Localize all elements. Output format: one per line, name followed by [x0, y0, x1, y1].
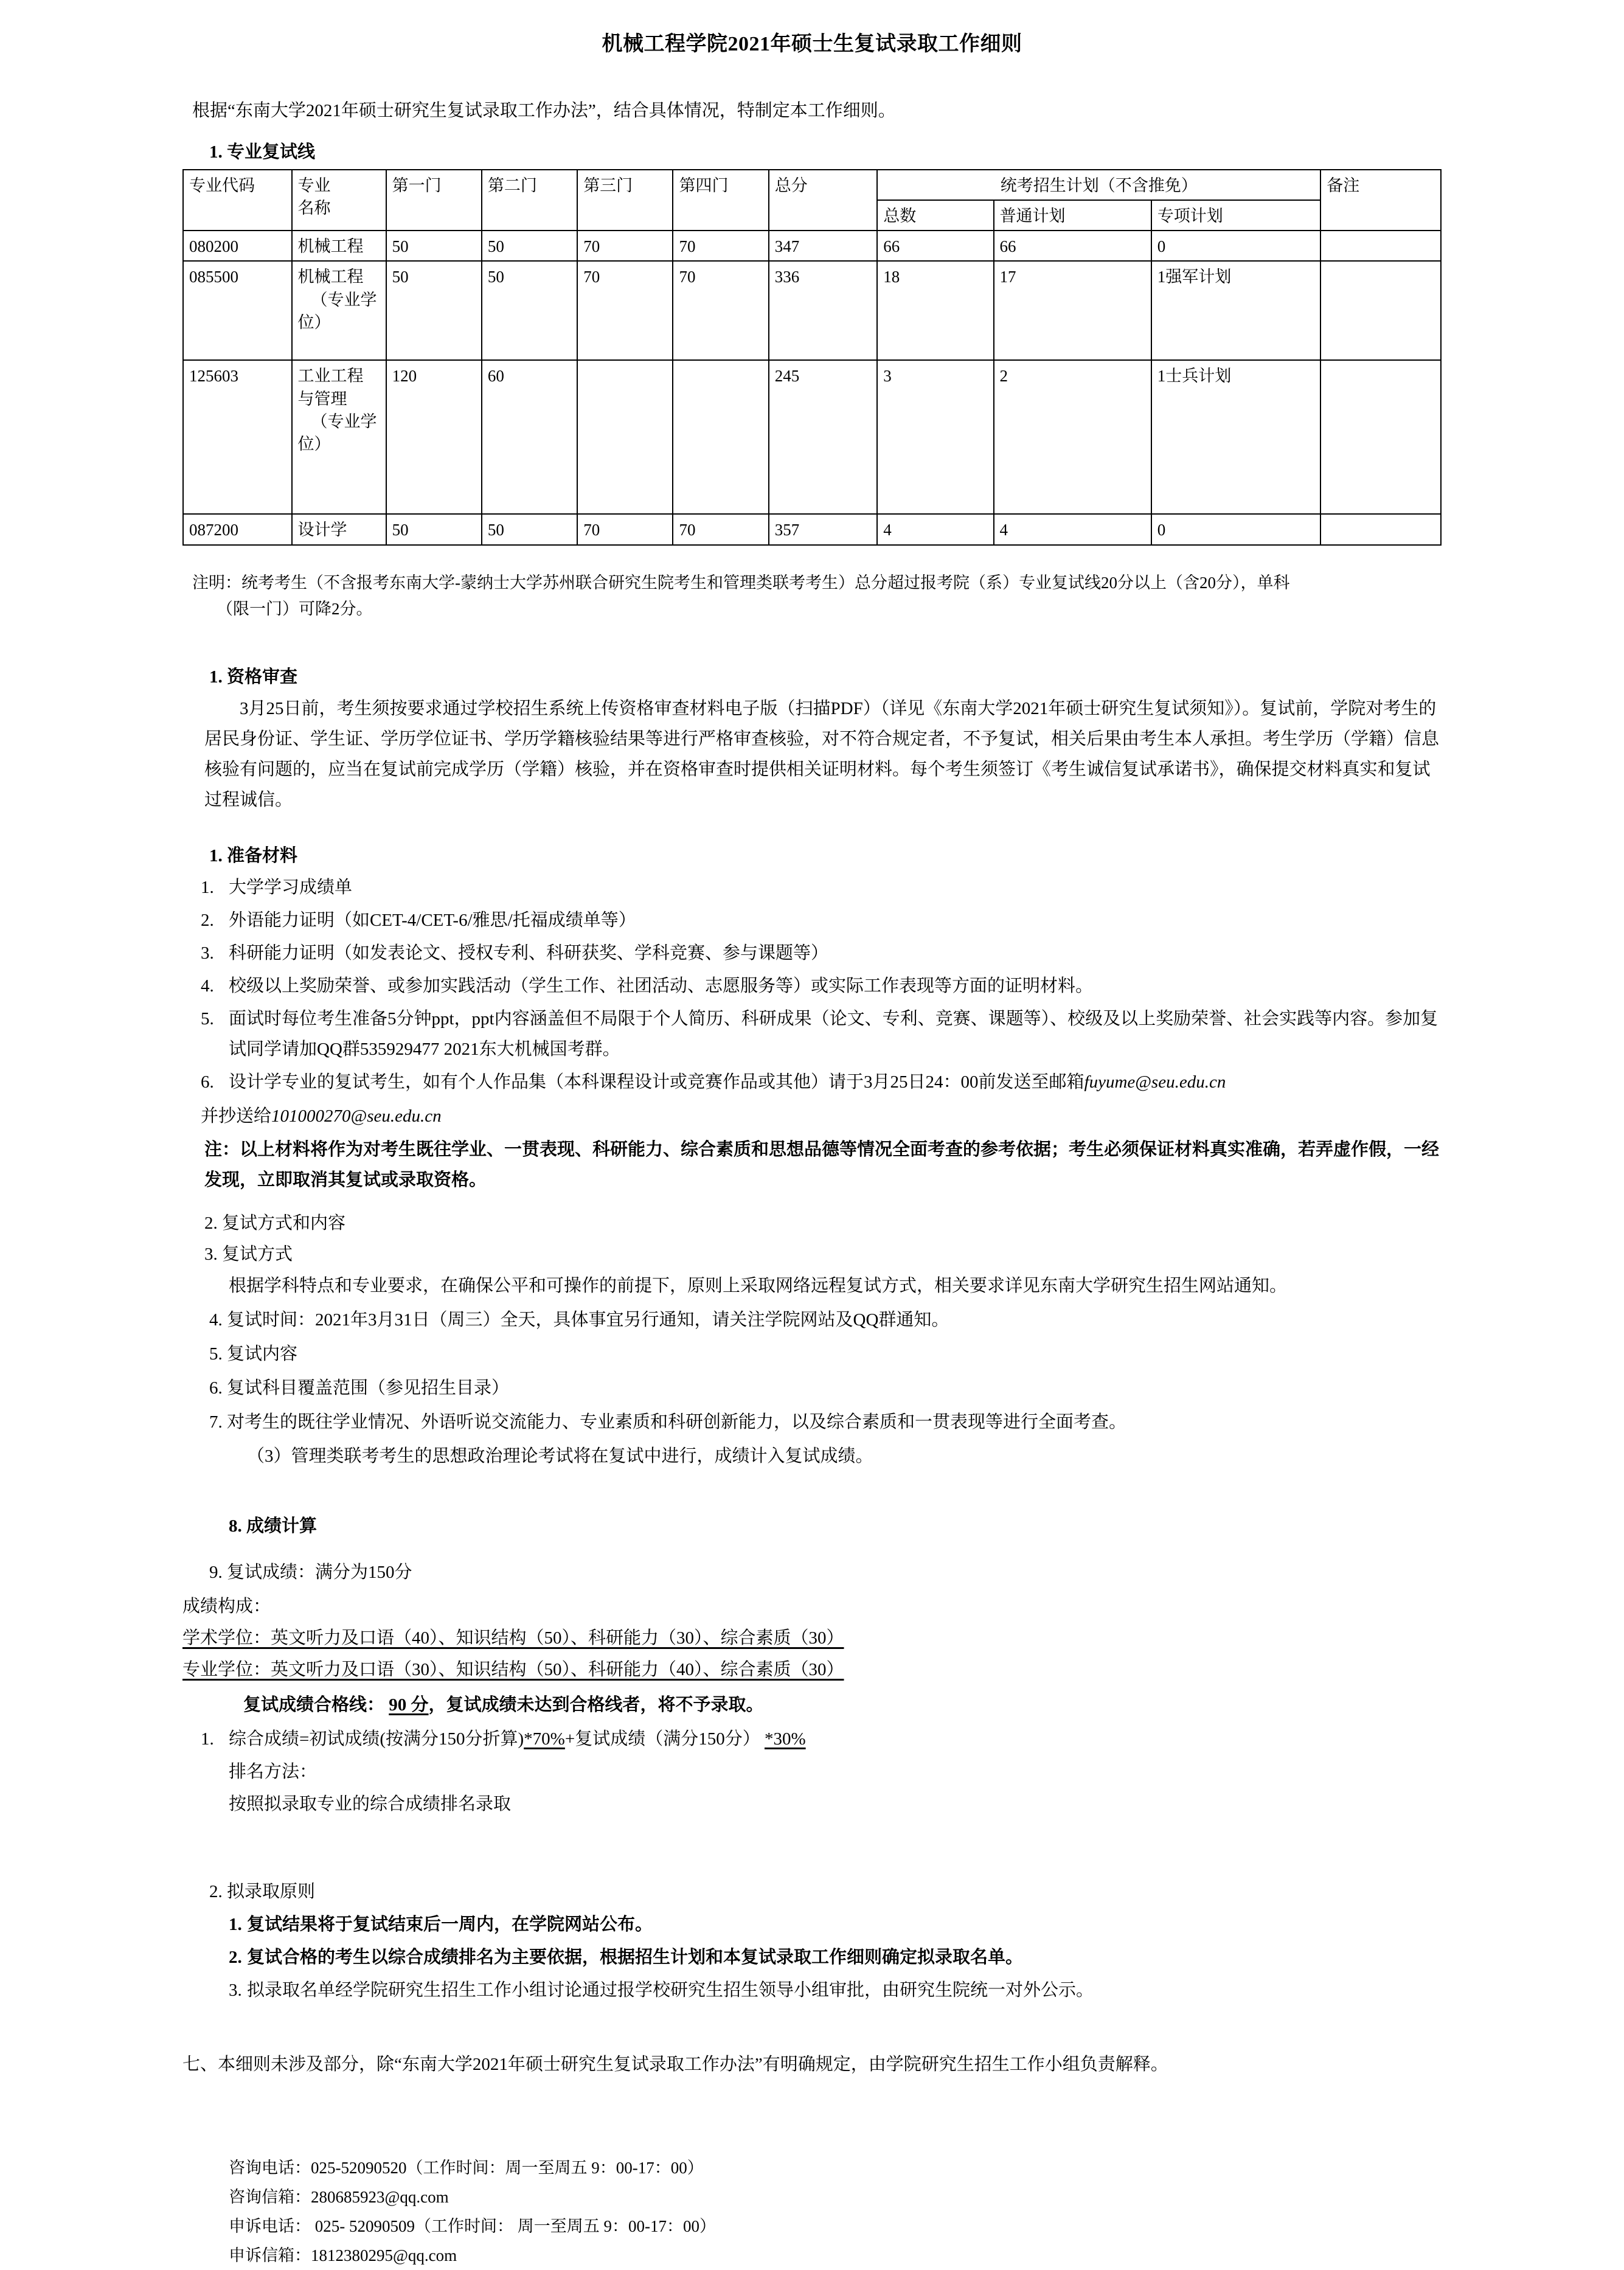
- th-subject-4: 第四门: [673, 170, 768, 231]
- scoring-item-retest: 9. 复试成绩：满分为150分: [209, 1563, 412, 1583]
- cell-subject-1: 50: [386, 514, 482, 544]
- table-row: [183, 360, 1441, 514]
- th-subject-1: 第一门: [386, 170, 482, 231]
- table-row: [183, 514, 1441, 544]
- th-subject-2: 第二门: [482, 170, 577, 231]
- scoring-heading-text: 8. 成绩计算: [229, 1516, 318, 1536]
- cell-plan-total: 3: [877, 360, 993, 514]
- cell-major-code: 087200: [183, 514, 292, 544]
- qualification-paragraph: 3月25日前，考生须按要求通过学校招生系统上传资格审查材料电子版（扫描PDF）（详见《东南大学2021年硕士研究生复试须知》）。复试前，学院对考生的居民身份证、学生证、学历学位证书、学历学籍核验结果等进行严格审查核验，对不符合规定者，不予复试，相关后果由考生本人承担。考生学历（学籍）信息核验有问题的，应当在复试前完成学历（学籍）核验，并在资格审查时提供相关证明材料。每个考生须签订《考生诚信复试承诺书》，确保提交材料真实和复试过程诚信。: [204, 698, 1440, 810]
- cell-subject-1: 50: [386, 261, 482, 360]
- cell-remark: [1320, 231, 1441, 261]
- cell-major-name: [292, 261, 386, 360]
- cell-major-name-l3: 位）: [297, 435, 331, 453]
- admission-list: [182, 1910, 1442, 2006]
- cell-plan-special: 0: [1151, 514, 1320, 544]
- scoring-academic-degree: [182, 1623, 1442, 1654]
- table-row: [183, 261, 1441, 360]
- list-item: [182, 939, 1442, 969]
- th-remark: 备注: [1320, 170, 1441, 231]
- scoring-rank-label: 排名方法：: [229, 1762, 318, 1782]
- list-marker: 1.: [229, 1915, 242, 1935]
- design-cc-label: 并抄送给: [201, 1106, 272, 1126]
- pass-line-suffix: ，复试成绩未达到合格线者，将不予录取。: [428, 1695, 764, 1715]
- overall-pre: 综合成绩=初试成绩(按满分150分折算): [229, 1729, 524, 1749]
- cell-plan-normal: 2: [994, 360, 1151, 514]
- appeal-email: 申诉信箱：1812380295@qq.com: [229, 2246, 457, 2265]
- pass-line-value: 90 分: [389, 1695, 429, 1715]
- overall-marker: 1.: [201, 1729, 214, 1749]
- list-marker: 5.: [201, 1008, 214, 1029]
- design-email-cc: 101000270@seu.edu.cn: [271, 1106, 442, 1126]
- table-body: [183, 231, 1441, 545]
- scoring-rank-rule: [182, 1789, 1442, 1820]
- page-title: 机械工程学院2021年硕士生复试录取工作细则: [602, 33, 1022, 55]
- list-marker: 3.: [201, 943, 214, 963]
- th-major-code: 专业代码: [183, 170, 292, 231]
- cell-major-name-l1: 机械工程: [297, 237, 364, 255]
- cell-subject-2: 50: [482, 231, 577, 261]
- cell-major-name-l1: 设计学: [297, 521, 347, 540]
- table-row: [183, 231, 1441, 261]
- method-item-time: 4. 复试时间：2021年3月31日（周三）全天，具体事宜另行通知，请关注学院网站及QQ群通知。: [209, 1310, 949, 1330]
- appeal-phone: 申诉电话： 025- 52090509（工作时间： 周一至周五 9：00-17：00）: [229, 2216, 716, 2235]
- cell-subject-2: 50: [482, 514, 577, 544]
- pass-line-label: 复试成绩合格线：: [243, 1695, 385, 1715]
- cell-plan-normal: 66: [994, 231, 1151, 261]
- method-item-scope: 6. 复试科目覆盖范围（参见招生目录）: [209, 1378, 510, 1398]
- cell-major-name: [292, 231, 386, 261]
- scoring-academic-degree-text: 学术学位：英文听力及口语（40）、知识结构（50）、科研能力（30）、综合素质（30）: [182, 1628, 844, 1648]
- table-footnote-line1: 注明：统考考生（不含报考东南大学-蒙纳士大学苏州联合研究生院考生和管理类联考考生）总分超过报考院（系）专业复试线20分以上（含20分），单科: [192, 573, 1290, 592]
- intro-paragraph: 根据“东南大学2021年硕士研究生复试录取工作办法”，结合具体情况，特制定本工作细则。: [192, 101, 896, 120]
- th-major-name-l1: 专业: [297, 176, 331, 195]
- overall-mid: +复试成绩（满分150分）: [564, 1729, 760, 1749]
- materials-list: [182, 873, 1442, 1097]
- contact-phone: 咨询电话：025-52090520（工作时间：周一至周五 9：00-17：00）: [229, 2158, 704, 2177]
- cell-major-code: 085500: [183, 261, 292, 360]
- cell-plan-special: 1士兵计划: [1151, 360, 1320, 514]
- final-clause: 七、本细则未涉及部分，除“东南大学2021年硕士研究生复试录取工作办法”有明确规定，由学院研究生招生工作小组负责解释。: [182, 2054, 1168, 2074]
- design-pre-text: 设计学专业的复试考生，如有个人作品集（本科课程设计或竞赛作品或其他）请于3月25日24：00前发送至邮箱: [229, 1072, 1084, 1092]
- section-heading-scoring: [182, 1512, 1442, 1542]
- th-plan-special: 专项计划: [1151, 200, 1320, 231]
- method-item-assessment: 7. 对考生的既往学业情况、外语听说交流能力、专业素质和科研创新能力，以及综合素质和一贯表现等进行全面考查。: [209, 1412, 1127, 1432]
- cell-subject-3: 70: [577, 261, 673, 360]
- th-plan-normal: 普通计划: [994, 200, 1151, 231]
- cell-subject-1: 120: [386, 360, 482, 514]
- cell-plan-special: 1强军计划: [1151, 261, 1320, 360]
- cell-subject-4: 70: [673, 261, 768, 360]
- table-header: [183, 170, 1441, 231]
- cell-subject-2: 60: [482, 360, 577, 514]
- cell-remark: [1320, 514, 1441, 544]
- scoring-composition-label: 成绩构成：: [182, 1597, 271, 1617]
- list-text: 面试时每位考生准备5分钟ppt，ppt内容涵盖但不局限于个人简历、科研成果（论文、专利、竞赛、课题等）、校级及以上奖励荣誉、社会实践等内容。参加复试同学请加QQ群535929477 2021东大机械国考群。: [229, 1008, 1438, 1059]
- section-heading-materials: 1. 准备材料: [209, 846, 298, 866]
- list-marker: 2.: [229, 1948, 242, 1968]
- cell-subject-3: [577, 360, 673, 514]
- cell-plan-total: 66: [877, 231, 993, 261]
- cell-plan-normal: 17: [994, 261, 1151, 360]
- cell-total-score: 347: [769, 231, 878, 261]
- th-plan-total: 总数: [877, 200, 993, 231]
- cell-total-score: 357: [769, 514, 878, 544]
- cell-major-name-l3: 位）: [297, 313, 331, 331]
- table-footnote-line2: （限一门）可降2分。: [217, 600, 373, 619]
- list-text: 外语能力证明（如CET-4/CET-6/雅思/托福成绩单等）: [229, 911, 636, 931]
- th-total-score: 总分: [769, 170, 878, 231]
- cell-major-code: 080200: [183, 231, 292, 261]
- cell-subject-3: 70: [577, 231, 673, 261]
- method-subitem-politics: （3）管理类联考考生的思想政治理论考试将在复试中进行，成绩计入复试成绩。: [247, 1446, 873, 1466]
- cell-plan-special: 0: [1151, 231, 1320, 261]
- cell-plan-total: 18: [877, 261, 993, 360]
- overall-weight-initial: *70%: [524, 1729, 565, 1749]
- cell-major-name-l2: （专业学: [311, 412, 377, 431]
- cell-plan-normal: 4: [994, 514, 1151, 544]
- cell-major-name-l1b: 与管理: [297, 389, 347, 408]
- table-header-row-1: [183, 170, 1441, 200]
- section-heading-qualification: 1. 资格审查: [209, 667, 298, 687]
- th-enrollment-plan-group: 统考招生计划（不含推免）: [877, 170, 1320, 200]
- cell-remark: [1320, 360, 1441, 514]
- th-subject-3: 第三门: [577, 170, 673, 231]
- design-email-primary: fuyume@seu.edu.cn: [1084, 1072, 1226, 1092]
- list-marker: 1.: [201, 878, 214, 898]
- th-major-name: [292, 170, 386, 231]
- list-marker: 6.: [201, 1072, 214, 1092]
- scoreline-table: [182, 169, 1442, 546]
- list-text: 大学学习成绩单: [229, 878, 353, 898]
- cell-subject-3: 70: [577, 514, 673, 544]
- list-item: [182, 1004, 1442, 1065]
- cell-subject-2: 50: [482, 261, 577, 360]
- section-heading-method: 3. 复试方式: [204, 1244, 293, 1265]
- admission-heading-text: 2. 拟录取原则: [209, 1882, 316, 1902]
- section-heading-admission: [182, 1877, 1442, 1907]
- table-footnote: [182, 570, 1442, 623]
- cell-remark: [1320, 261, 1441, 360]
- cell-major-name-l1: 机械工程: [297, 268, 364, 286]
- cell-subject-4: [673, 360, 768, 514]
- section-heading-method-content: 2. 复试方式和内容: [204, 1213, 346, 1234]
- list-marker: 3.: [229, 1980, 242, 2000]
- list-item: [182, 1976, 1442, 2006]
- materials-note: 注：以上材料将作为对考生既往学业、一贯表现、科研能力、综合素质和思想品德等情况全面考查的参考依据；考生必须保证材料真实准确，若弄虚作假，一经发现，立即取消其复试或录取资格。: [204, 1140, 1440, 1190]
- list-text: 科研能力证明（如发表论文、授权专利、科研获奖、学科竞赛、参与课题等）: [229, 943, 829, 963]
- section-heading-scoreline: 1. 专业复试线: [209, 142, 316, 162]
- cell-major-name-l1: 工业工程: [297, 367, 364, 386]
- list-item: [182, 971, 1442, 1002]
- cell-major-name: [292, 514, 386, 544]
- list-text: 复试合格的考生以综合成绩排名为主要依据，根据招生计划和本复试录取工作细则确定拟录取名单。: [247, 1948, 1024, 1968]
- list-marker: 4.: [201, 976, 214, 996]
- list-item-design-portfolio: [182, 1067, 1442, 1098]
- overall-weight-retest: *30%: [764, 1729, 806, 1749]
- contact-block: [182, 2153, 1442, 2270]
- cell-total-score: 336: [769, 261, 878, 360]
- scoring-rank-rule-text: 按照拟录取专业的综合成绩排名录取: [229, 1794, 512, 1814]
- list-item: [182, 873, 1442, 903]
- list-item: [182, 1910, 1442, 1940]
- cell-major-name-l2: （专业学: [311, 290, 377, 309]
- contact-email: 咨询信箱：280685923@qq.com: [229, 2187, 449, 2206]
- list-text-design: [229, 1067, 1442, 1098]
- cell-subject-4: 70: [673, 231, 768, 261]
- cell-major-name: [292, 360, 386, 514]
- cell-major-code: 125603: [183, 360, 292, 514]
- cell-subject-4: 70: [673, 514, 768, 544]
- list-text: 复试结果将于复试结束后一周内，在学院网站公布。: [247, 1915, 653, 1935]
- list-text: 校级以上奖励荣誉、或参加实践活动（学生工作、社团活动、志愿服务等）或实际工作表现等方面的证明材料。: [229, 976, 1094, 996]
- scoring-professional-degree-text: 专业学位：英文听力及口语（30）、知识结构（50）、科研能力（40）、综合素质（30）: [182, 1659, 844, 1679]
- list-marker: 2.: [201, 911, 214, 931]
- cell-plan-total: 4: [877, 514, 993, 544]
- cell-subject-1: 50: [386, 231, 482, 261]
- list-text: 拟录取名单经学院研究生招生工作小组讨论通过报学校研究生招生领导小组审批，由研究生院统一对外公示。: [247, 1980, 1094, 2000]
- cell-total-score: 245: [769, 360, 878, 514]
- design-cc-line: [182, 1102, 1442, 1132]
- method-item-content: 5. 复试内容: [209, 1344, 298, 1364]
- list-item: [182, 906, 1442, 936]
- scoring-pass-line: [182, 1690, 1442, 1721]
- scoring-professional-degree: [182, 1655, 1442, 1685]
- th-major-name-l2: 名称: [297, 198, 331, 217]
- scoring-overall-formula: [182, 1724, 1442, 1755]
- list-item: [182, 1943, 1442, 1973]
- method-paragraph: 根据学科特点和专业要求，在确保公平和可操作的前提下，原则上采取网络远程复试方式，相关要求详见东南大学研究生招生网站通知。: [229, 1276, 1288, 1296]
